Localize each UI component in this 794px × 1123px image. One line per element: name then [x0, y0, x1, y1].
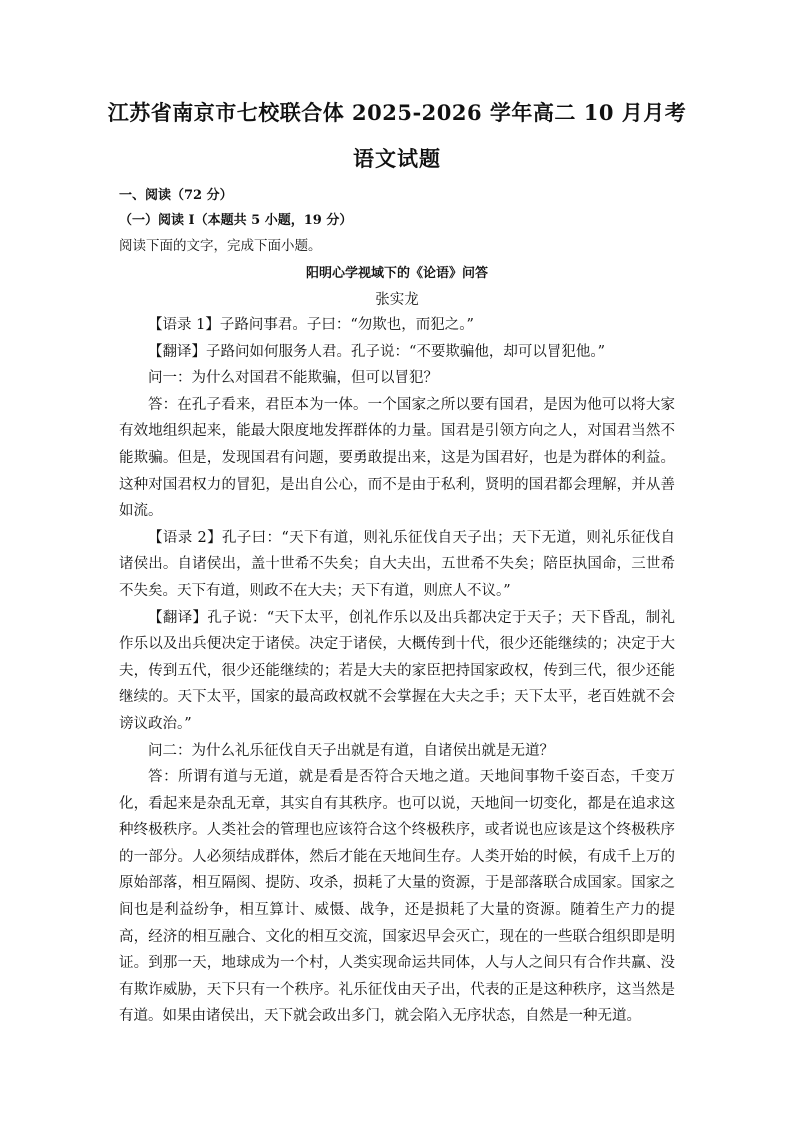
- article-author: 张实龙: [375, 292, 419, 308]
- exam-title: 江苏省南京市七校联合体 2025-2026 学年高二 10 月月考: [107, 100, 687, 125]
- paragraph-translation-2: 【翻译】孔子说：“天下太平，创礼作乐以及出兵都决定于天子；天下昏乱，制礼作乐以及出兵便决定于诸侯。决定于诸侯，大概传到十代，很少还能继续的；决定于大夫，传到五代，很少还能继续的；若是大夫的家臣把持国家政权，传到三代，很少还能继续的。天下太平，国家的最高政权就不会掌握在大夫之手；天下太平，老百姓就不会谤议政治。”: [119, 609, 675, 732]
- article-body: [119, 312, 675, 1030]
- paragraph-answer-2: 答：所谓有道与无道，就是看是否符合天地之道。天地间事物千姿百态，千变万化，看起来是杂乱无章，其实自有其秩序。也可以说，天地间一切变化，都是在追求这种终极秩序。人类社会的管理也应该符合这个终极秩序，或者说也应该是这个终极秩序的一部分。人必须结成群体，然后才能在天地间生存。人类开始的时候，有成千上万的原始部落，相互隔阂、提防、攻杀，损耗了大量的资源，于是部落联合成国家。国家之间也是利益纷争，相互算计、威慑、战争，还是损耗了大量的资源。随着生产力的提高，经济的相互融合、文化的相互交流，国家迟早会灭亡，现在的一些联合组织即是明证。到那一天，地球成为一个村，人类实现命运共同体，人与人之间只有合作共赢、没有欺诈威胁，天下只有一个秩序。礼乐征伐由天子出，代表的正是这种秩序，这当然是有道。如果由诸侯出，天下就会政出多门，就会陷入无序状态，自然是一种无道。: [119, 769, 675, 1025]
- instruction-text: 阅读下面的文字，完成下面小题。: [119, 238, 322, 254]
- article-title: 阳明心学视域下的《论语》问答: [305, 266, 488, 281]
- paragraph-quote-2: 【语录 2】孔子曰：“天下有道，则礼乐征伐自天子出；天下无道，则礼乐征伐自诸侯出。自诸侯出，盖十世希不失矣；自大夫出，五世希不失矣；陪臣执国命，三世希不失矣。天下有道，则政不在大夫；天下有道，则庶人不议。”: [119, 529, 675, 599]
- paragraph-quote-1: 【语录 1】子路问事君。子曰：“勿欺也，而犯之。”: [148, 317, 474, 333]
- paragraph-translation-1: 【翻译】子路问如何服务人君。孔子说：“不要欺骗他，却可以冒犯他。”: [148, 343, 606, 360]
- exam-subject-title: 语文试题: [353, 146, 441, 171]
- paragraph-answer-1: 答：在孔子看来，君臣本为一体。一个国家之所以要有国君，是因为他可以将大家有效地组织起来，能最大限度地发挥群体的力量。国君是引领方向之人，对国君当然不能欺骗。但是，发现国君有问题，要勇敢提出来，这是为国君好，也是为群体的利益。这种对国君权力的冒犯，是出自公心，而不是由于私利，贤明的国君都会理解，并从善如流。: [119, 396, 675, 520]
- paragraph-question-1: 问一：为什么对国君不能欺骗，但可以冒犯？: [148, 370, 438, 387]
- section-heading: 一、阅读（72 分）: [119, 188, 233, 203]
- paragraph-question-2: 问二：为什么礼乐征伐自天子出就是有道，自诸侯出就是无道？: [148, 742, 554, 759]
- subsection-heading: （一）阅读 I（本题共 5 小题，19 分）: [119, 213, 353, 228]
